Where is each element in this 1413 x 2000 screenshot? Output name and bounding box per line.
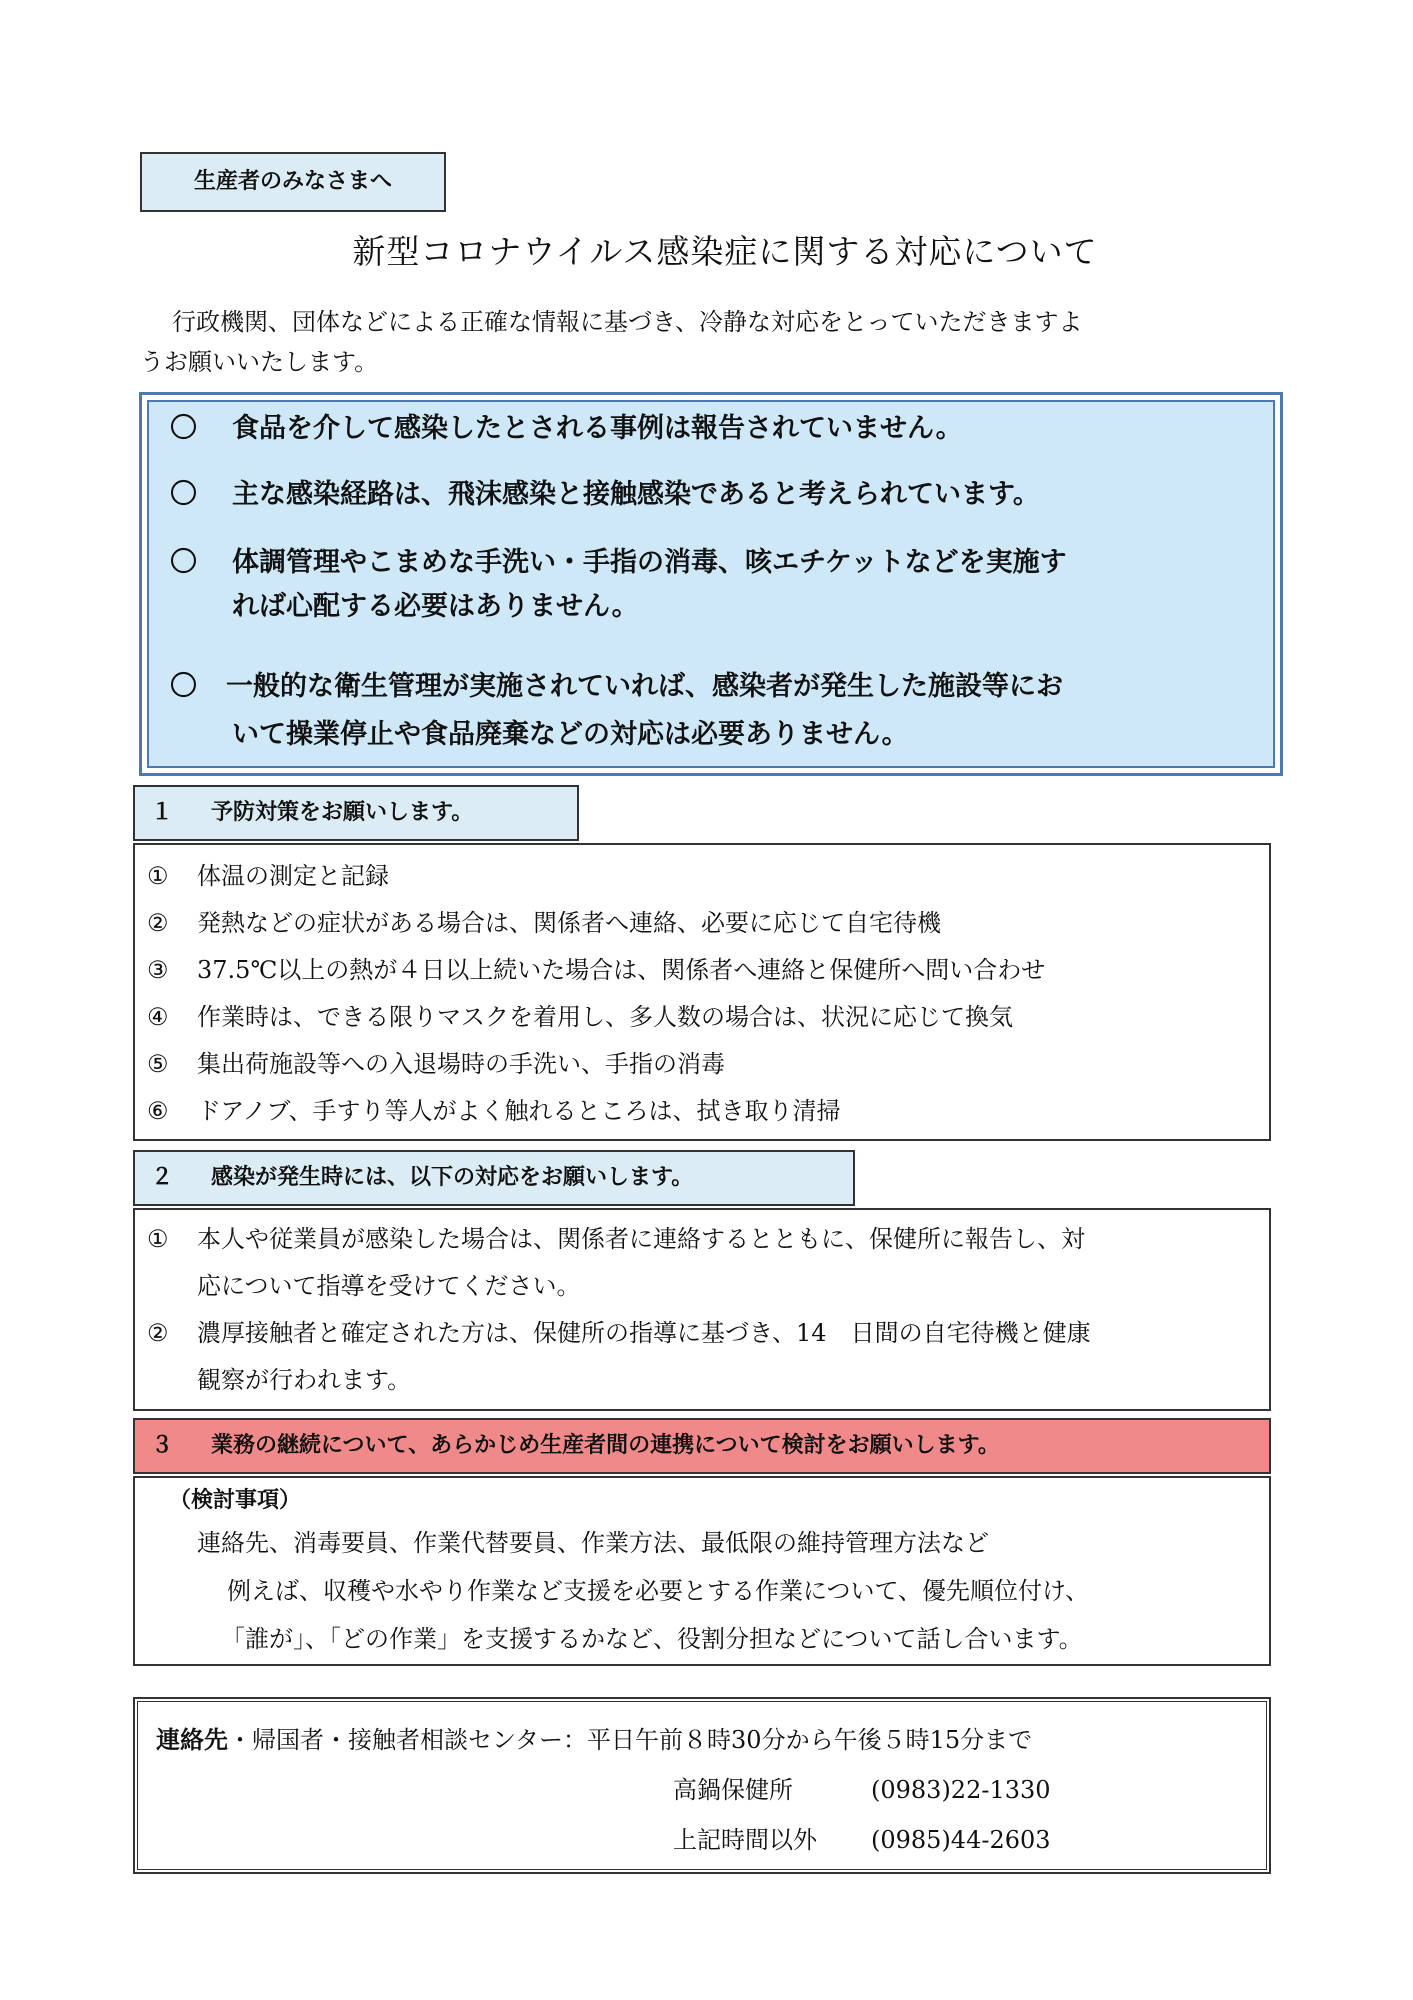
list-item: ③ 37.5℃以上の熱が４日以上続いた場合は、関係者へ連絡と保健所へ問い合わせ — [147, 956, 1046, 984]
intro-paragraph — [140, 302, 1270, 382]
page-title: 新型コロナウイルス感染症に関する対応について — [352, 232, 1098, 271]
list-item: ① 体温の測定と記録 — [147, 862, 389, 890]
section-heading-text: 予防対策をお願いします。 — [211, 800, 474, 825]
list-item: ① 本人や従業員が感染した場合は、関係者に連絡するとともに、保健所に報告し、対 応について指導を受けてください。 — [147, 1225, 1085, 1300]
contact-office-1-phone: (0983)22-1330 — [871, 1776, 1051, 1804]
section-number: ２ — [151, 1165, 174, 1190]
section2-heading — [133, 1150, 855, 1206]
section1-body — [133, 843, 1271, 1141]
list-item: ② 濃厚接触者と確定された方は、保健所の指導に基づき、14 日間の自宅待機と健康 観察が行われます。 — [147, 1319, 1091, 1394]
key-point-text-cont: いて操業停止や食品廃棄などの対応は必要ありません。 — [232, 719, 909, 750]
key-point-text: 一般的な衛生管理が実施されていれば、感染者が発生した施設等にお — [226, 671, 1063, 702]
section-heading-text: 業務の継続について、あらかじめ生産者間の連携について検討をお願いします。 — [211, 1433, 1000, 1458]
section-number: １ — [151, 800, 174, 825]
section3-body — [133, 1476, 1271, 1666]
list-item: ② 発熱などの症状がある場合は、関係者へ連絡、必要に応じて自宅待機 — [147, 909, 941, 937]
contact-label: 連絡先 — [156, 1726, 228, 1754]
circle-mark: 〇 — [170, 479, 197, 510]
contact-office-1-name: 高鍋保健所 — [673, 1776, 793, 1804]
section1-heading — [133, 785, 579, 841]
section3-line: 「誰が」、「どの作業」を支援するかなど、役割分担などについて話し合います。 — [221, 1625, 1083, 1653]
audience-label: 生産者のみなさまへ — [140, 152, 446, 212]
list-item: ⑤ 集出荷施設等への入退場時の手洗い、手指の消毒 — [147, 1050, 725, 1078]
section-number: ３ — [151, 1433, 174, 1458]
section3-subheading: （検討事項） — [169, 1488, 302, 1513]
intro-line-2: うお願いいたします。 — [140, 348, 379, 376]
key-point-text: 主な感染経路は、飛沫感染と接触感染であると考えられています。 — [232, 479, 1040, 510]
section3-heading — [133, 1418, 1271, 1474]
intro-line-1: 行政機関、団体などによる正確な情報に基づき、冷静な対応をとっていただきますよ — [172, 308, 1083, 336]
contact-office-2-name: 上記時間以外 — [673, 1826, 817, 1854]
list-item: ⑥ ドアノブ、手すり等人がよく触れるところは、拭き取り清掃 — [147, 1097, 841, 1125]
contact-office-2-phone: (0985)44-2603 — [871, 1826, 1051, 1854]
contact-center-line: 連絡先・帰国者・接触者相談センター：平日午前８時30分から午後５時15分まで — [156, 1726, 1033, 1754]
section2-body — [133, 1208, 1271, 1411]
section-heading-text: 感染が発生時には、以下の対応をお願いします。 — [211, 1165, 694, 1190]
key-point-text-cont: れば心配する必要はありません。 — [232, 591, 639, 622]
key-point-text: 食品を介して感染したとされる事例は報告されていません。 — [232, 413, 963, 444]
key-point-text: 体調管理やこまめな手洗い・手指の消毒、咳エチケットなどを実施す — [232, 547, 1067, 578]
circle-mark: 〇 — [170, 547, 197, 578]
contact-box — [133, 1697, 1271, 1874]
list-item: ④ 作業時は、できる限りマスクを着用し、多人数の場合は、状況に応じて換気 — [147, 1003, 1013, 1031]
section3-line: 例えば、収穫や水やり作業など支援を必要とする作業について、優先順位付け、 — [227, 1577, 1090, 1605]
section3-line: 連絡先、消毒要員、作業代替要員、作業方法、最低限の維持管理方法など — [197, 1529, 989, 1557]
circle-mark: 〇 — [170, 413, 197, 444]
circle-mark: 〇 — [170, 671, 197, 702]
